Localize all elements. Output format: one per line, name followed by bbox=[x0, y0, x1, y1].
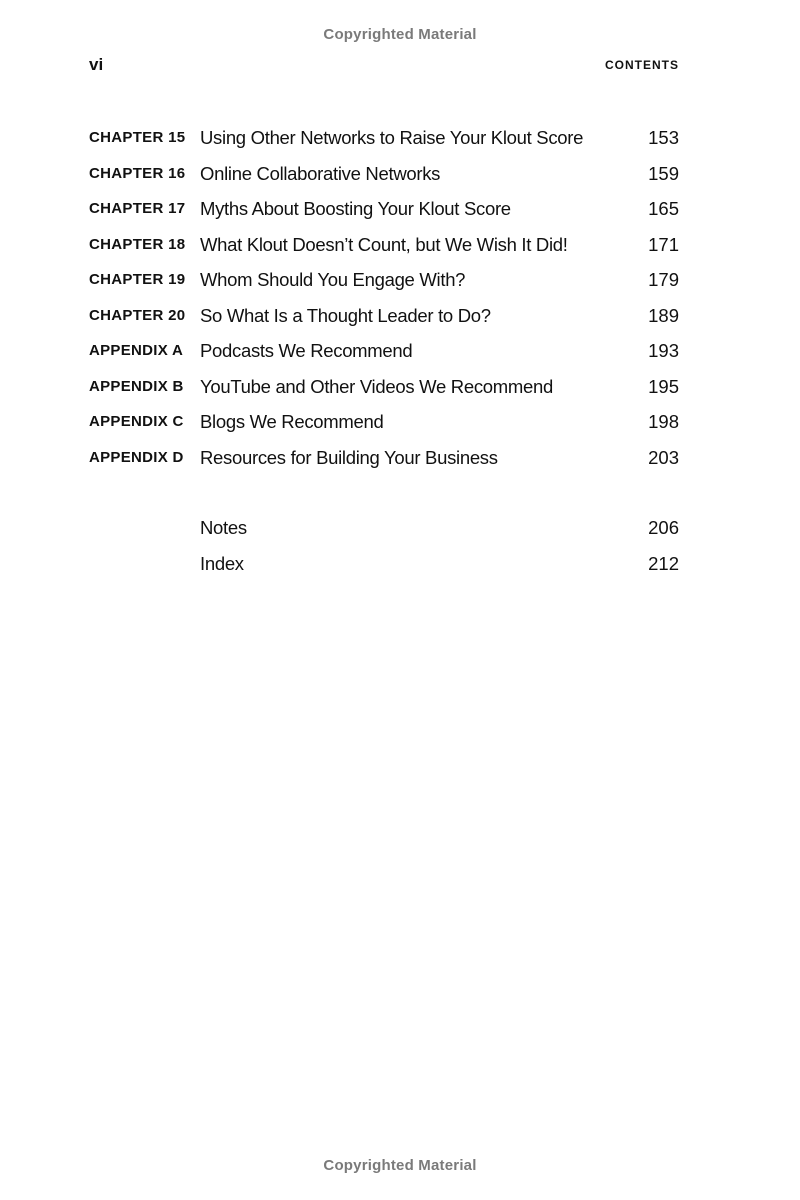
entry-label: APPENDIX C bbox=[89, 413, 184, 430]
back-matter-entry bbox=[89, 510, 679, 546]
entry-page: 153 bbox=[648, 127, 679, 148]
toc-entry bbox=[89, 120, 679, 156]
entry-title: So What Is a Thought Leader to Do? bbox=[200, 304, 491, 326]
running-head bbox=[89, 55, 679, 77]
entry-page: 203 bbox=[648, 446, 679, 468]
entry-page: 198 bbox=[648, 411, 679, 432]
entry-label: CHAPTER 15 bbox=[89, 129, 186, 146]
entry-title: Using Other Networks to Raise Your Klout Score bbox=[200, 127, 584, 148]
entry-title: What Klout Doesn’t Count, but We Wish It Did! bbox=[200, 233, 568, 255]
toc-entry bbox=[89, 298, 679, 334]
entry-page: 189 bbox=[648, 304, 679, 326]
entry-page: 159 bbox=[648, 162, 679, 184]
back-matter-entry bbox=[89, 546, 679, 582]
entry-label: CHAPTER 16 bbox=[89, 164, 186, 182]
entry-title: Podcasts We Recommend bbox=[200, 340, 413, 361]
toc-entry bbox=[89, 156, 679, 192]
entry-label: APPENDIX D bbox=[89, 448, 184, 466]
toc-entry bbox=[89, 191, 679, 227]
entry-page: 179 bbox=[648, 269, 679, 290]
entry-title: Notes bbox=[200, 517, 247, 538]
entry-title: Online Collaborative Networks bbox=[200, 162, 441, 184]
back-matter-list bbox=[89, 510, 679, 581]
entry-label: APPENDIX B bbox=[89, 377, 184, 395]
entry-title: Blogs We Recommend bbox=[200, 411, 384, 432]
table-of-contents bbox=[89, 120, 679, 475]
entry-page: 171 bbox=[648, 233, 679, 255]
copyright-watermark-bottom: Copyrighted Material bbox=[323, 1157, 477, 1174]
entry-label: CHAPTER 20 bbox=[89, 306, 186, 324]
toc-entry bbox=[89, 333, 679, 369]
toc-entry bbox=[89, 262, 679, 298]
page-number: vi bbox=[89, 55, 104, 74]
section-title: CONTENTS bbox=[605, 58, 679, 72]
toc-entry bbox=[89, 440, 679, 476]
toc-entry bbox=[89, 227, 679, 263]
entry-title: Index bbox=[200, 552, 244, 574]
entry-title: Whom Should You Engage With? bbox=[200, 269, 466, 290]
entry-page: 193 bbox=[648, 340, 679, 361]
entry-page: 206 bbox=[648, 517, 679, 538]
entry-label: APPENDIX A bbox=[89, 342, 184, 359]
entry-label: CHAPTER 19 bbox=[89, 271, 186, 288]
entry-title: Myths About Boosting Your Klout Score bbox=[200, 198, 511, 219]
entry-title: YouTube and Other Videos We Recommend bbox=[200, 375, 553, 397]
toc-entry bbox=[89, 369, 679, 405]
toc-entry bbox=[89, 404, 679, 440]
entry-label: CHAPTER 18 bbox=[89, 235, 186, 253]
entry-page: 195 bbox=[648, 375, 679, 397]
entry-page: 212 bbox=[648, 552, 679, 574]
entry-title: Resources for Building Your Business bbox=[200, 446, 498, 468]
entry-label: CHAPTER 17 bbox=[89, 200, 186, 217]
copyright-watermark-top: Copyrighted Material bbox=[323, 26, 477, 43]
entry-page: 165 bbox=[648, 198, 679, 219]
